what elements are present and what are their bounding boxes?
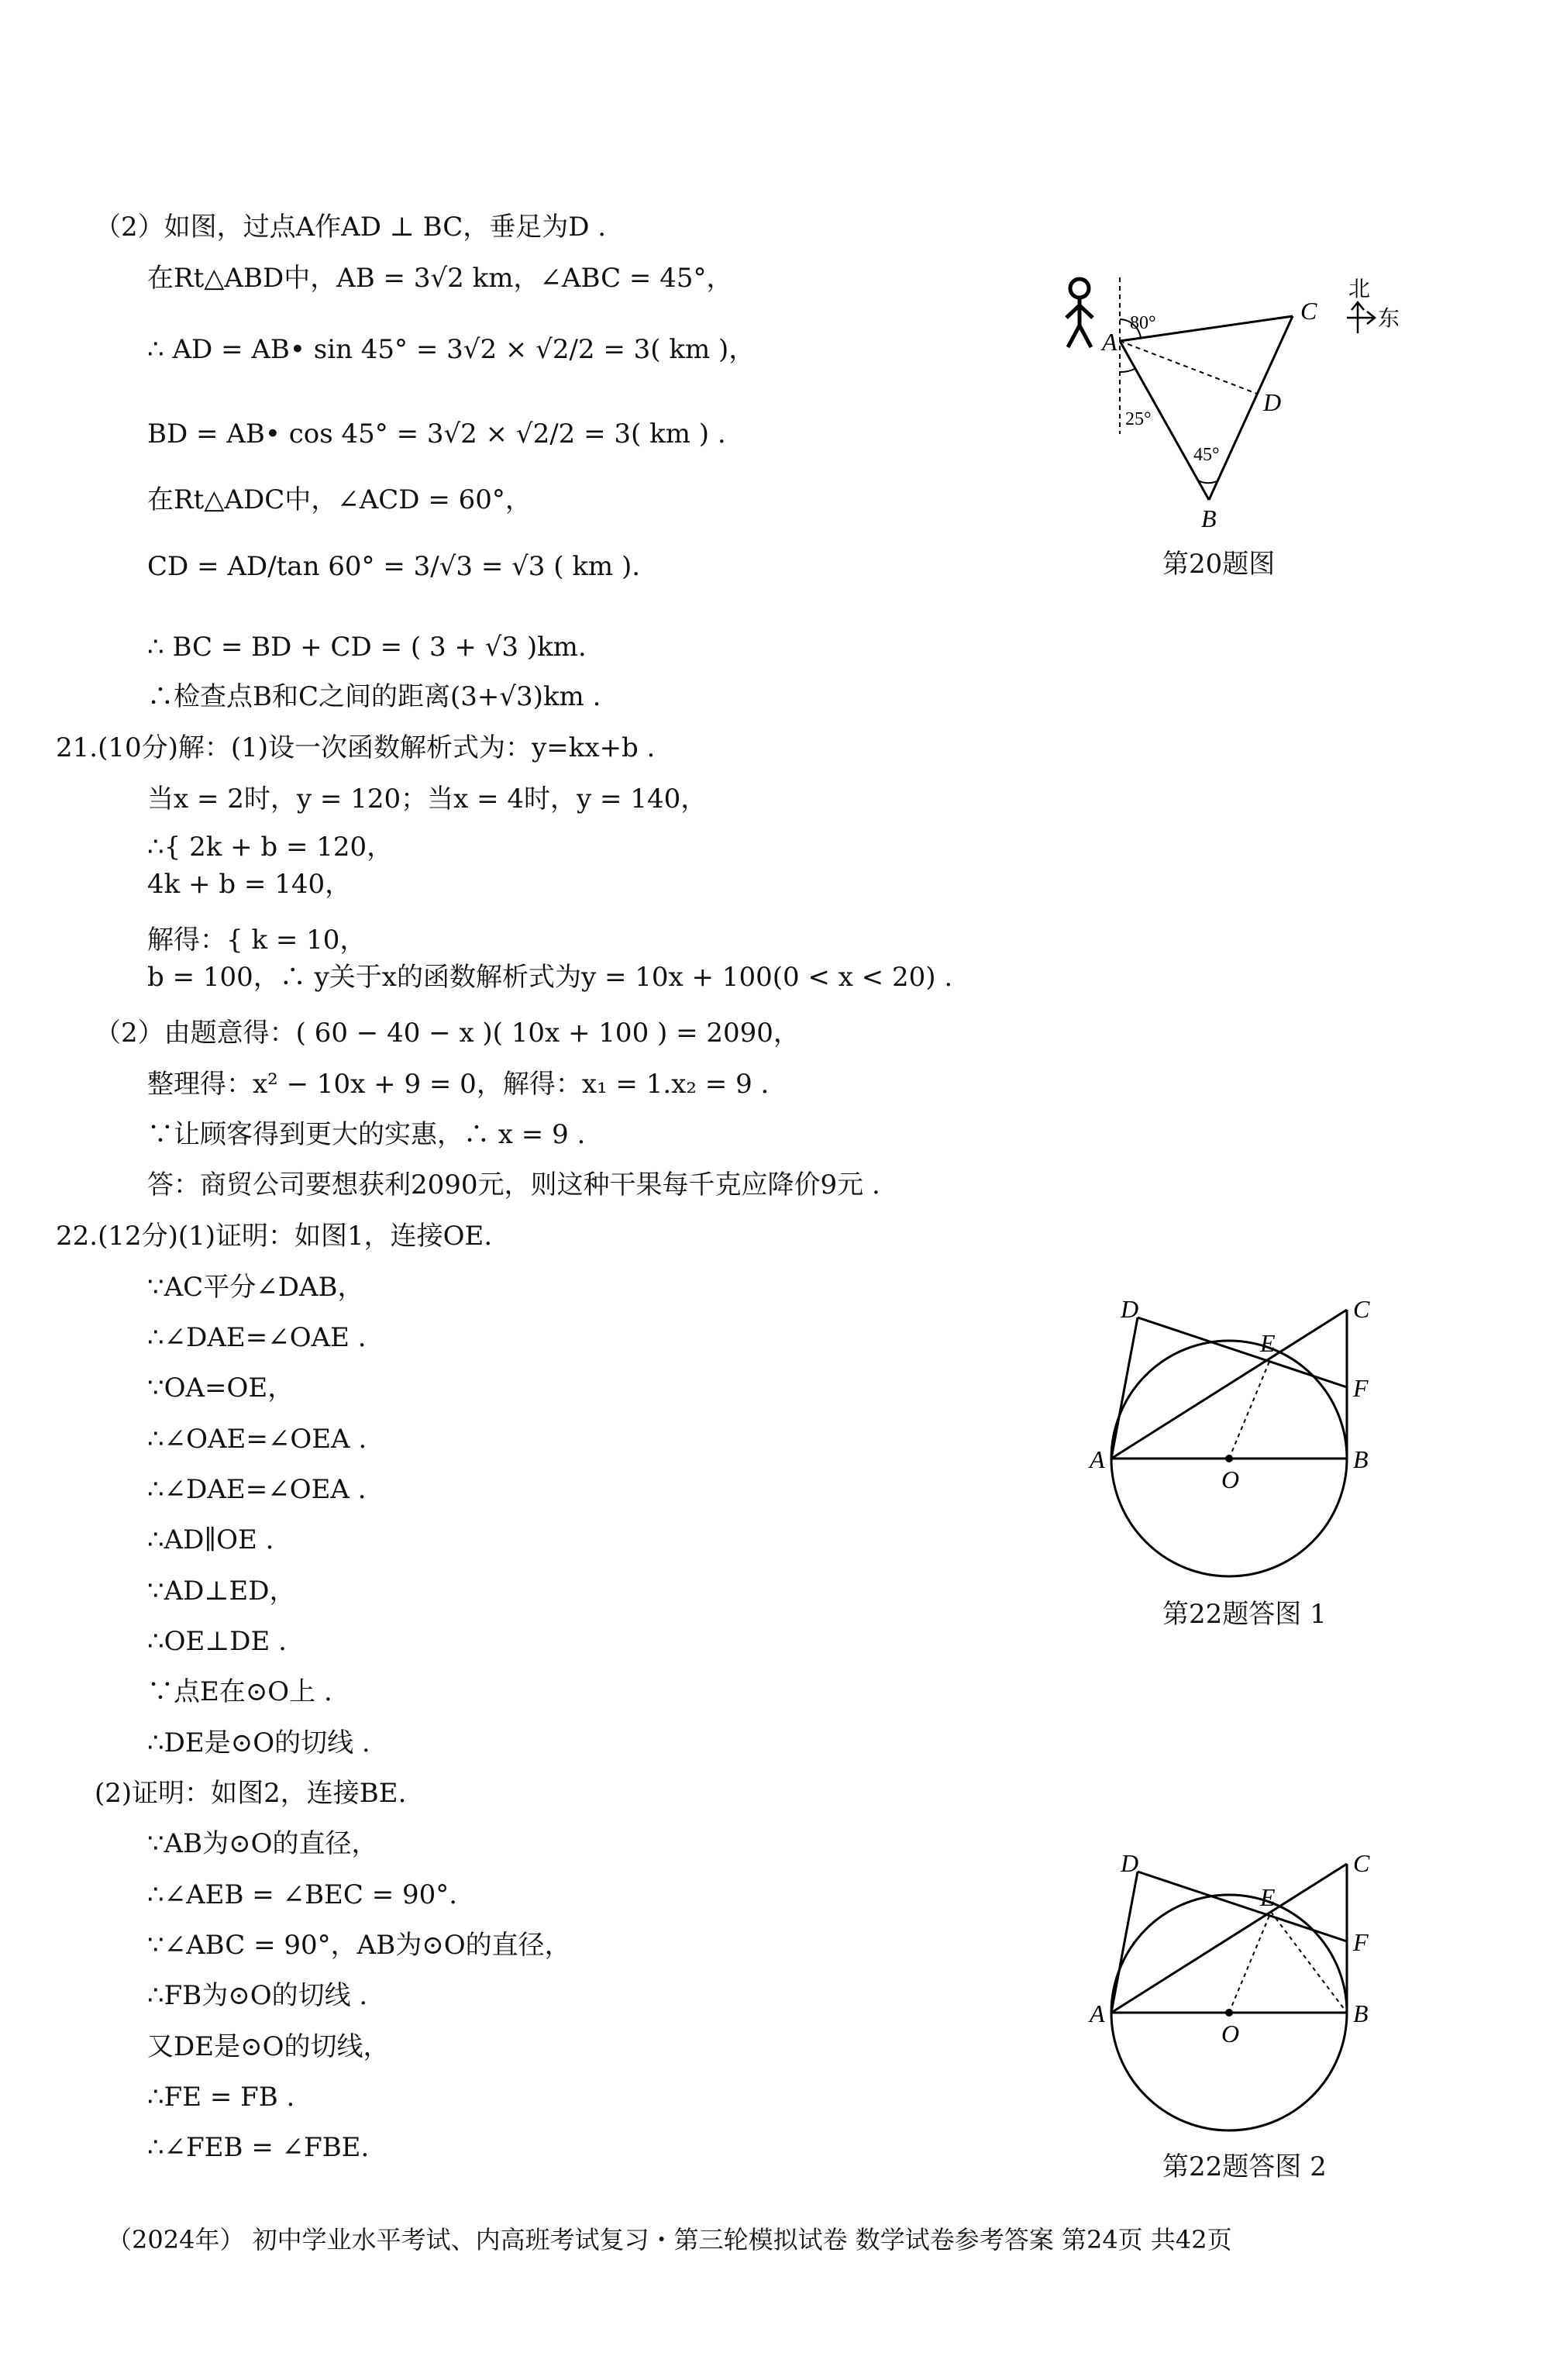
figure-22-1-caption: 第22题答图 1: [1162, 1599, 1327, 1630]
text-line: 22.(12分)(1)证明：如图1，连接OE.: [56, 1221, 493, 1252]
text-line: 当x = 2时，y = 120；当x = 4时，y = 140，: [147, 784, 708, 815]
text-line: ∴∠DAE=∠OEA .: [147, 1474, 367, 1505]
person-icon: [1066, 279, 1093, 347]
label-e: E: [1260, 1329, 1276, 1357]
text-line: ∵∠ABC = 90°，AB为⊙O的直径，: [147, 1930, 571, 1961]
text-line: ∴FB为⊙O的切线 .: [147, 1980, 368, 2011]
segment-ad: [1120, 341, 1257, 394]
compass-icon: [1347, 302, 1375, 333]
segment-ac: [1111, 1864, 1347, 2013]
text-line: b = 100，∴ y关于x的函数解析式为y = 10x + 100(0 < x < 20) .: [147, 962, 953, 993]
segment-ac: [1111, 1310, 1347, 1459]
label-d: D: [1263, 388, 1282, 416]
figure-22-1: [1085, 1279, 1395, 1589]
text-line: ∵AC平分∠DAB，: [147, 1272, 364, 1303]
text-line: (2)证明：如图2，连接BE.: [95, 1778, 407, 1809]
label-d: D: [1121, 1295, 1139, 1323]
text-line: 整理得：x² − 10x + 9 = 0，解得：x₁ = 1.x₂ = 9 .: [147, 1069, 770, 1100]
angle-45: 45°: [1193, 445, 1220, 465]
text-line: ∴ AD = AB• sin 45° = 3√2 × √2/2 = 3( km )，: [147, 334, 756, 365]
angle-arc-45: [1198, 480, 1218, 483]
label-f: F: [1353, 1928, 1369, 1956]
text-line: CD = AD/tan 60° = 3/√3 = √3 ( km ).: [147, 551, 641, 582]
text-line: BD = AB• cos 45° = 3√2 × √2/2 = 3( km ) .: [147, 418, 726, 449]
label-b: B: [1353, 1999, 1369, 2027]
figure-22-2: [1085, 1833, 1395, 2143]
text-line: 又DE是⊙O的切线，: [147, 2031, 390, 2062]
text-line: ∴检查点B和C之间的距离(3+√3)km .: [147, 681, 601, 712]
angle-arc-25: [1120, 369, 1135, 372]
label-b: B: [1353, 1445, 1369, 1473]
text-line: ∵点E在⊙O上 .: [147, 1676, 332, 1707]
figure-22-2-caption: 第22题答图 2: [1162, 2151, 1327, 2182]
label-a: A: [1090, 1999, 1105, 2027]
segment-oe: [1229, 1912, 1271, 2013]
text-line: ∴∠AEB = ∠BEC = 90°.: [147, 1879, 458, 1910]
label-a: A: [1102, 328, 1117, 356]
label-e: E: [1260, 1883, 1276, 1911]
text-line: ∴AD∥OE .: [147, 1524, 274, 1555]
label-b: B: [1201, 505, 1217, 532]
angle-25: 25°: [1125, 409, 1152, 429]
text-line: 解得：{ k = 10，: [147, 925, 367, 956]
center-dot: [1225, 1455, 1233, 1462]
figure-20-caption: 第20题图: [1162, 549, 1276, 580]
text-line: （2）如图，过点A作AD ⊥ BC，垂足为D .: [95, 212, 607, 243]
label-o: O: [1221, 2020, 1240, 2048]
text-line: ∵让顾客得到更大的实惠，∴ x = 9 .: [147, 1119, 586, 1150]
center-dot: [1225, 2009, 1233, 2017]
text-line: 21.(10分)解：(1)设一次函数解析式为：y=kx+b .: [56, 732, 656, 763]
text-line: ∵OA=OE，: [147, 1373, 294, 1404]
label-a: A: [1090, 1445, 1105, 1473]
text-line: ∴{ 2k + b = 120，: [147, 832, 394, 863]
text-line: ∴ BC = BD + CD = ( 3 + √3 )km.: [147, 632, 587, 663]
north-label: 北: [1348, 277, 1371, 301]
text-line: ∴DE是⊙O的切线 .: [147, 1727, 370, 1758]
segment-oe: [1229, 1358, 1271, 1459]
text-line: 在Rt△ABD中，AB = 3√2 km，∠ABC = 45°，: [147, 263, 733, 294]
text-line: 4k + b = 140，: [147, 869, 352, 900]
label-d: D: [1121, 1849, 1139, 1877]
figure-20: [1054, 256, 1410, 535]
text-line: ∵AB为⊙O的直径，: [147, 1828, 378, 1859]
text-line: ∴∠FEB = ∠FBE.: [147, 2132, 370, 2163]
text-line: 在Rt△ADC中，∠ACD = 60°，: [147, 484, 532, 515]
label-f: F: [1353, 1374, 1369, 1402]
label-c: C: [1353, 1849, 1370, 1877]
text-line: ∵AD⊥ED，: [147, 1576, 296, 1607]
text-line: ∴∠DAE=∠OAE .: [147, 1322, 367, 1353]
label-o: O: [1221, 1466, 1240, 1493]
text-line: ∴∠OAE=∠OEA .: [147, 1424, 367, 1455]
east-label: 东: [1378, 307, 1400, 331]
text-line: 答：商贸公司要想获利2090元，则这种干果每千克应降价9元 .: [147, 1169, 880, 1200]
text-line: （2）由题意得：( 60 − 40 − x )( 10x + 100 ) = 2090，: [95, 1018, 800, 1049]
angle-80: 80°: [1130, 313, 1156, 333]
text-line: ∴FE = FB .: [147, 2082, 295, 2113]
page-footer: （2024年） 初中学业水平考试、内高班考试复习・第三轮模拟试卷 数学试卷参考答案 第24页 共42页: [107, 2225, 1232, 2254]
label-c: C: [1300, 297, 1317, 325]
text-line: ∴OE⊥DE .: [147, 1626, 287, 1657]
label-c: C: [1353, 1295, 1370, 1323]
